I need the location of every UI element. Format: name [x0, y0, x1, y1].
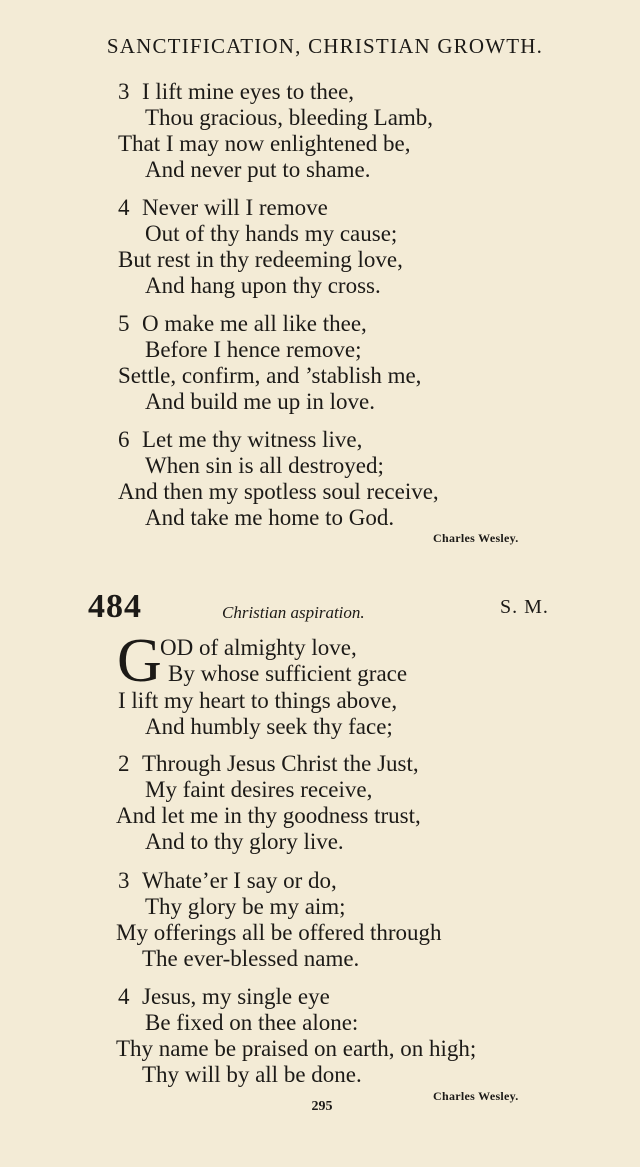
verse-line: The ever-blessed name.: [142, 946, 360, 971]
verse-number: 4: [118, 195, 130, 220]
verse-line: Thy name be praised on earth, on high;: [116, 1036, 477, 1061]
verse-line: And let me in thy goodness trust,: [116, 803, 421, 828]
verse-number: 3: [118, 868, 130, 893]
attribution: Charles Wesley.: [433, 531, 519, 545]
verse-number: 2: [118, 751, 130, 776]
hymn-number: 484: [88, 588, 142, 625]
verse-line: But rest in thy redeeming love,: [118, 247, 403, 272]
verse-line: And take me home to God.: [145, 505, 395, 530]
verse-line: And humbly seek thy face;: [145, 714, 393, 739]
attribution: Charles Wesley.: [433, 1089, 519, 1103]
verse-number: 5: [118, 311, 130, 336]
verse-line: Thy will by all be done.: [142, 1062, 362, 1087]
verse-line: And never put to shame.: [145, 157, 371, 182]
verse-line: And build me up in love.: [145, 389, 375, 414]
page-number: 295: [311, 1099, 333, 1114]
verse-line: 4 Never will I remove: [118, 195, 328, 220]
verse-line: Be fixed on thee alone:: [145, 1010, 359, 1035]
verse-line: When sin is all destroyed;: [145, 453, 384, 478]
running-header: SANCTIFICATION, CHRISTIAN GROWTH.: [106, 34, 544, 58]
verse-number: 3: [118, 79, 130, 104]
verse-number: 4: [118, 984, 130, 1009]
verse-line: 3 I lift mine eyes to thee,: [118, 79, 355, 104]
verse-line: By whose sufficient grace: [168, 661, 408, 686]
verse-line: 5 O make me all like thee,: [118, 311, 367, 336]
hymn-title: Christian aspiration.: [222, 603, 365, 622]
hymn-meter: S. M.: [500, 596, 549, 618]
verse-line: Thy glory be my aim;: [145, 894, 346, 919]
verse-line: I lift my heart to things above,: [118, 688, 398, 713]
verse-line: Settle, confirm, and ’stablish me,: [118, 363, 422, 388]
verse-line: Thou gracious, bleeding Lamb,: [145, 105, 434, 130]
verse-line: And to thy glory live.: [145, 829, 344, 854]
verse-line: 6 Let me thy witness live,: [118, 427, 363, 452]
drop-cap: G: [117, 627, 162, 695]
verse-line: 3 Whate’er I say or do,: [118, 868, 337, 893]
verse-line: That I may now enlightened be,: [118, 131, 411, 156]
verse-line: My offerings all be offered through: [116, 920, 442, 945]
verse-line: 4 Jesus, my single eye: [118, 984, 330, 1009]
verse-line: And then my spotless soul receive,: [118, 479, 439, 504]
verse-number: 6: [118, 427, 130, 452]
verse-line: And hang upon thy cross.: [145, 273, 381, 298]
verse-line: Before I hence remove;: [145, 337, 362, 362]
verse-line: 2 Through Jesus Christ the Just,: [118, 751, 419, 776]
verse-line: My faint desires receive,: [145, 777, 373, 802]
verse-line: Out of thy hands my cause;: [145, 221, 398, 246]
verse-line: OD of almighty love,: [160, 635, 357, 660]
